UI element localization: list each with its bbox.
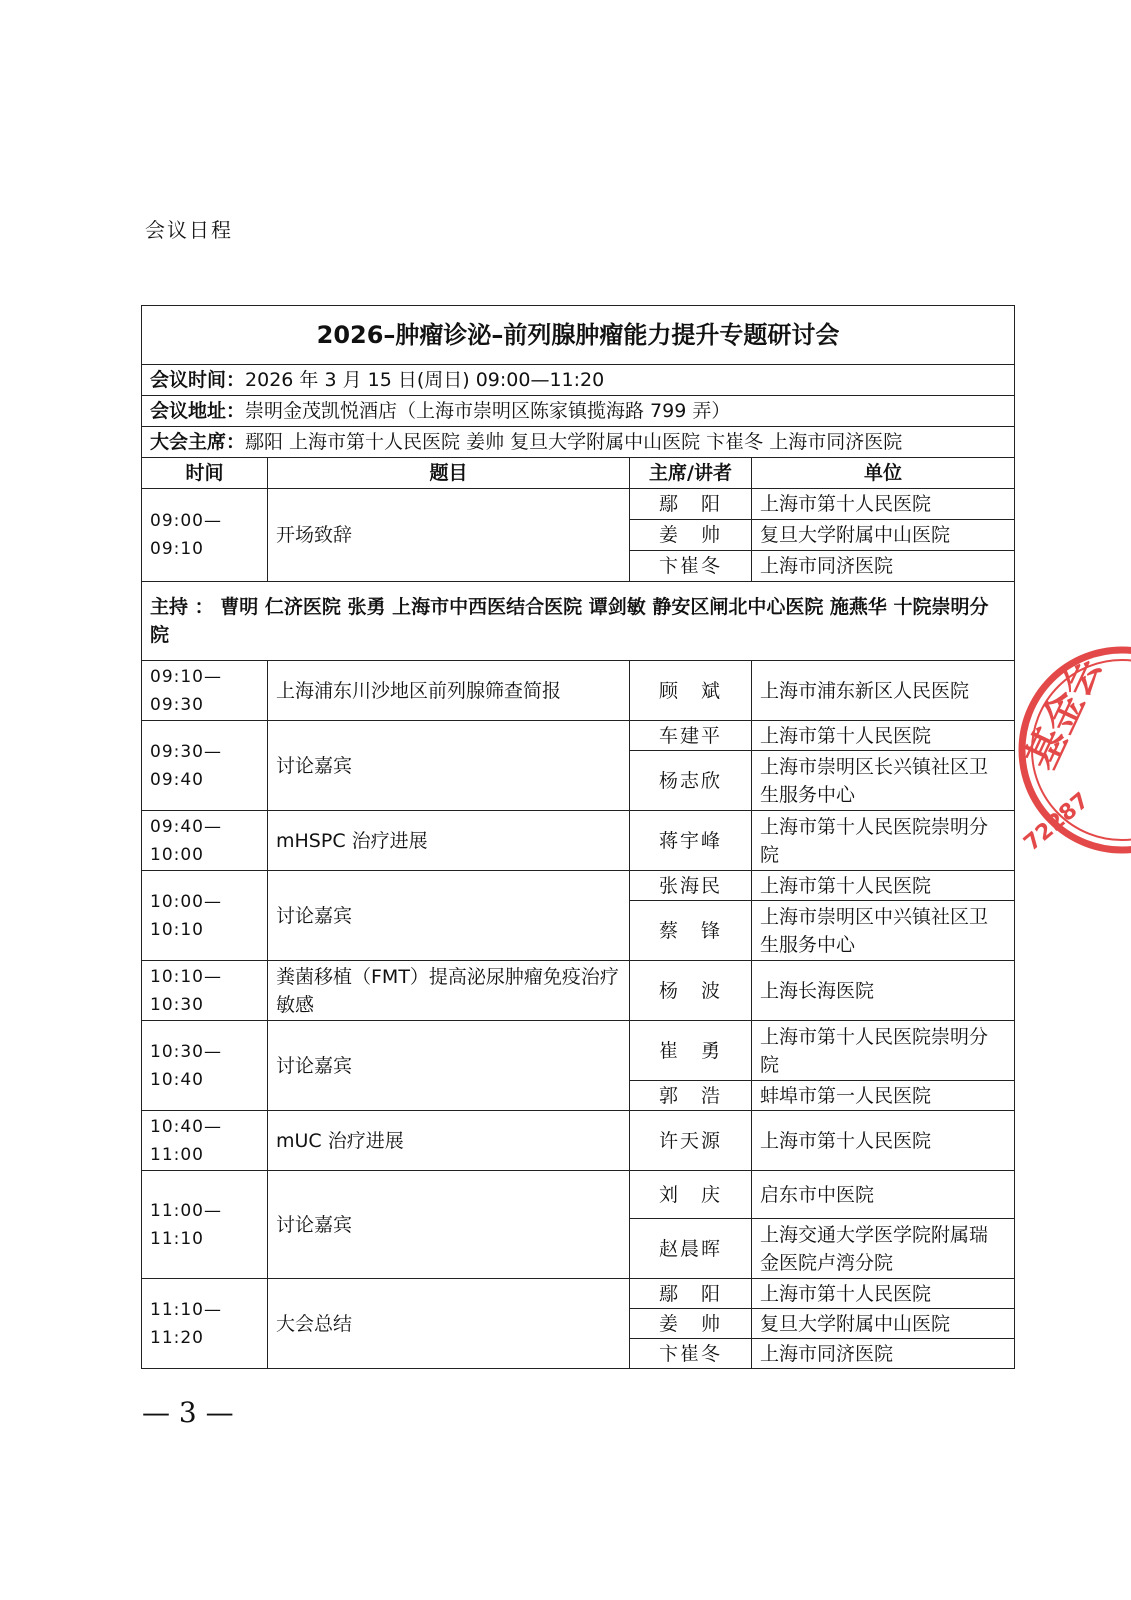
speaker-name: 蒋宇峰 bbox=[630, 811, 752, 871]
col-time-header: 时间 bbox=[142, 458, 268, 489]
speaker-name: 卞崔冬 bbox=[630, 551, 752, 582]
speaker-name: 杨志欣 bbox=[630, 751, 752, 811]
col-topic-header: 题目 bbox=[268, 458, 630, 489]
page-number: — 3 — bbox=[142, 1396, 234, 1429]
speaker-unit: 复旦大学附属中山医院 bbox=[752, 1309, 1015, 1339]
table-row bbox=[142, 489, 1015, 520]
session-chair-row bbox=[142, 582, 1015, 661]
session-time: 09:30—09:40 bbox=[142, 721, 268, 811]
speaker-name: 赵晨晖 bbox=[630, 1219, 752, 1279]
column-header-row bbox=[142, 458, 1015, 489]
session-time: 11:00—11:10 bbox=[142, 1171, 268, 1279]
speaker-name: 蔡 锋 bbox=[630, 901, 752, 961]
session-topic: mUC 治疗进展 bbox=[268, 1111, 630, 1171]
session-chair-value: 曹明 仁济医院 张勇 上海市中西医结合医院 谭剑敏 静安区闸北中心医院 施燕华 十院崇明分院 bbox=[150, 596, 989, 646]
session-topic: 讨论嘉宾 bbox=[268, 871, 630, 961]
seal-text: 基金会 bbox=[1017, 648, 1111, 777]
speaker-name: 车建平 bbox=[630, 721, 752, 751]
table-row bbox=[142, 661, 1015, 721]
session-time: 10:00—10:10 bbox=[142, 871, 268, 961]
conference-title: 2026–肿瘤诊泌–前列腺肿瘤能力提升专题研讨会 bbox=[142, 306, 1015, 365]
session-time: 09:00—09:10 bbox=[142, 489, 268, 582]
session-topic: 讨论嘉宾 bbox=[268, 1171, 630, 1279]
speaker-name: 崔 勇 bbox=[630, 1021, 752, 1081]
speaker-name: 许天源 bbox=[630, 1111, 752, 1171]
meeting-address-label: 会议地址： bbox=[150, 400, 246, 422]
speaker-name: 卞崔冬 bbox=[630, 1339, 752, 1369]
official-seal-stamp bbox=[1012, 640, 1131, 860]
session-topic: 大会总结 bbox=[268, 1279, 630, 1369]
speaker-name: 张海民 bbox=[630, 871, 752, 901]
speaker-unit: 上海长海医院 bbox=[752, 961, 1015, 1021]
session-time: 10:40—11:00 bbox=[142, 1111, 268, 1171]
speaker-unit: 上海市浦东新区人民医院 bbox=[752, 661, 1015, 721]
speaker-unit: 上海市第十人民医院崇明分院 bbox=[752, 811, 1015, 871]
speaker-unit: 蚌埠市第一人民医院 bbox=[752, 1081, 1015, 1111]
speaker-unit: 上海交通大学医学院附属瑞金医院卢湾分院 bbox=[752, 1219, 1015, 1279]
meeting-time-value: 2026 年 3 月 15 日(周日) 09:00—11:20 bbox=[245, 369, 605, 391]
session-chair-label: 主持 ： bbox=[150, 596, 214, 618]
speaker-name: 郭 浩 bbox=[630, 1081, 752, 1111]
section-title: 会议日程 bbox=[145, 218, 233, 242]
session-chair bbox=[142, 582, 1015, 661]
session-topic: mHSPC 治疗进展 bbox=[268, 811, 630, 871]
speaker-name: 鄢 阳 bbox=[630, 1279, 752, 1309]
col-speaker-header: 主席/讲者 bbox=[630, 458, 752, 489]
conference-chairs-label: 大会主席： bbox=[150, 431, 246, 453]
session-time: 09:10—09:30 bbox=[142, 661, 268, 721]
session-topic: 上海浦东川沙地区前列腺筛查简报 bbox=[268, 661, 630, 721]
speaker-unit: 上海市第十人民医院 bbox=[752, 871, 1015, 901]
table-row bbox=[142, 1279, 1015, 1309]
speaker-unit: 复旦大学附属中山医院 bbox=[752, 520, 1015, 551]
conference-chairs-row bbox=[142, 427, 1015, 458]
speaker-unit: 上海市同济医院 bbox=[752, 1339, 1015, 1369]
speaker-unit: 启东市中医院 bbox=[752, 1171, 1015, 1219]
speaker-name: 姜 帅 bbox=[630, 520, 752, 551]
speaker-unit: 上海市崇明区长兴镇社区卫生服务中心 bbox=[752, 751, 1015, 811]
speaker-unit: 上海市第十人民医院崇明分院 bbox=[752, 1021, 1015, 1081]
speaker-unit: 上海市第十人民医院 bbox=[752, 1111, 1015, 1171]
speaker-unit: 上海市第十人民医院 bbox=[752, 489, 1015, 520]
speaker-unit: 上海市第十人民医院 bbox=[752, 721, 1015, 751]
table-row bbox=[142, 961, 1015, 1021]
session-topic: 开场致辞 bbox=[268, 489, 630, 582]
meeting-time-row bbox=[142, 365, 1015, 396]
session-topic: 讨论嘉宾 bbox=[268, 721, 630, 811]
speaker-name: 刘 庆 bbox=[630, 1171, 752, 1219]
session-topic: 讨论嘉宾 bbox=[268, 1021, 630, 1111]
speaker-name: 杨 波 bbox=[630, 961, 752, 1021]
table-row bbox=[142, 811, 1015, 871]
speaker-unit: 上海市第十人民医院 bbox=[752, 1279, 1015, 1309]
session-time: 10:30—10:40 bbox=[142, 1021, 268, 1111]
speaker-unit: 上海市崇明区中兴镇社区卫生服务中心 bbox=[752, 901, 1015, 961]
speaker-unit: 上海市同济医院 bbox=[752, 551, 1015, 582]
session-time: 11:10—11:20 bbox=[142, 1279, 268, 1369]
meeting-time-label: 会议时间： bbox=[150, 369, 246, 391]
session-topic: 粪菌移植（FMT）提高泌尿肿瘤免疫治疗敏感 bbox=[268, 961, 630, 1021]
table-row bbox=[142, 871, 1015, 901]
speaker-name: 姜 帅 bbox=[630, 1309, 752, 1339]
speaker-name: 鄢 阳 bbox=[630, 489, 752, 520]
table-row bbox=[142, 721, 1015, 751]
meeting-address-row bbox=[142, 396, 1015, 427]
seal-number: 72287 bbox=[1019, 788, 1095, 857]
conference-chairs-value: 鄢阳 上海市第十人民医院 姜帅 复旦大学附属中山医院 卞崔冬 上海市同济医院 bbox=[245, 431, 903, 453]
col-unit-header: 单位 bbox=[752, 458, 1015, 489]
table-row bbox=[142, 1171, 1015, 1219]
speaker-name: 顾 斌 bbox=[630, 661, 752, 721]
schedule-table bbox=[141, 305, 1015, 1369]
meeting-address-value: 崇明金茂凯悦酒店（上海市崇明区陈家镇揽海路 799 弄） bbox=[245, 400, 731, 422]
session-time: 09:40—10:00 bbox=[142, 811, 268, 871]
table-row bbox=[142, 1111, 1015, 1171]
table-row bbox=[142, 1021, 1015, 1081]
session-time: 10:10—10:30 bbox=[142, 961, 268, 1021]
